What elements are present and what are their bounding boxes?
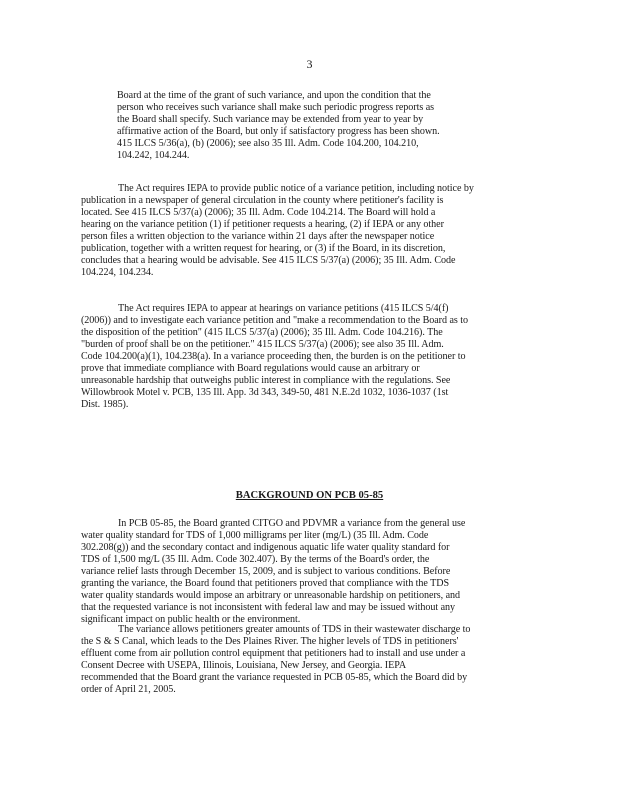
paragraph-line: the disposition of the petition" (415 ILCS 5/37(a) (2006); 35 Ill. Adm. Code 104.216). The bbox=[81, 327, 443, 338]
paragraph-line: concludes that a hearing would be advisable. See 415 ILCS 5/37(a) (2006); 35 Ill. Adm. Code bbox=[81, 255, 456, 266]
page-number: 3 bbox=[306, 57, 313, 71]
quote-line: Board at the time of the grant of such variance, and upon the condition that the bbox=[117, 90, 431, 101]
paragraph-line: located. See 415 ILCS 5/37(a) (2006); 35 Ill. Adm. Code 104.214. The Board will hold a bbox=[81, 207, 436, 218]
paragraph-line: that the requested variance is not inconsistent with federal law and may be issued without any bbox=[81, 602, 455, 613]
paragraph-line: recommended that the Board grant the variance requested in PCB 05-85, which the Board did by bbox=[81, 672, 468, 683]
paragraph-line: Consent Decree with USEPA, Illinois, Louisiana, New Jersey, and Georgia. IEPA bbox=[81, 660, 407, 671]
paragraph-line: "burden of proof shall be on the petitioner." 415 ILCS 5/37(a) (2006); see also 35 Ill. Adm. bbox=[81, 339, 444, 350]
paragraph-line: publication, together with a written request for hearing, or (3) if the Board, in its discretion, bbox=[81, 243, 446, 254]
paragraph-line: water quality standard for TDS of 1,000 milligrams per liter (mg/L) (35 Ill. Adm. Code bbox=[81, 530, 429, 541]
paragraph-line: publication in a newspaper of general circulation in the county where petitioner's facility is bbox=[81, 195, 444, 206]
quote-line: person who receives such variance shall make such periodic progress reports as bbox=[117, 102, 435, 113]
paragraph-line: In PCB 05-85, the Board granted CITGO and PDVMR a variance from the general use bbox=[118, 518, 466, 529]
paragraph-line: hearing on the variance petition (1) if petitioner requests a hearing, (2) if IEPA or any other bbox=[81, 219, 444, 230]
quote-line: 415 ILCS 5/36(a), (b) (2006); see also 35 Ill. Adm. Code 104.200, 104.210, bbox=[117, 138, 419, 149]
paragraph-line: 302.208(g)) and the secondary contact and indigenous aquatic life water quality standard for bbox=[81, 542, 450, 553]
background-paragraph bbox=[81, 518, 465, 626]
paragraph-line: effluent come from air pollution control equipment that petitioners had to install and use under a bbox=[81, 648, 466, 659]
paragraph-line: The Act requires IEPA to provide public notice of a variance petition, including notice by bbox=[118, 183, 474, 194]
statute-quote-block bbox=[117, 90, 440, 162]
paragraph-line: Dist. 1985). bbox=[81, 399, 129, 410]
section-heading: BACKGROUND ON PCB 05-85 bbox=[235, 490, 384, 501]
paragraph-line: water quality standards would impose an arbitrary or unreasonable hardship on petitioners, and bbox=[81, 590, 461, 601]
quote-line: affirmative action of the Board, but only if satisfactory progress has been shown. bbox=[117, 126, 440, 137]
public-notice-paragraph bbox=[81, 183, 474, 279]
quote-line: the Board shall specify. Such variance may be extended from year to year by bbox=[117, 114, 424, 125]
paragraph-line: (2006)) and to investigate each variance petition and "make a recommendation to the Board as to bbox=[81, 315, 469, 326]
paragraph-line: TDS of 1,500 mg/L (35 Ill. Adm. Code 302.407). By the terms of the Board's order, the bbox=[81, 554, 430, 565]
paragraph-line: variance relief lasts through December 15, 2009, and is subject to various conditions. Before bbox=[81, 566, 451, 577]
paragraph-line: The Act requires IEPA to appear at hearings on variance petitions (415 ILCS 5/4(f) bbox=[118, 303, 449, 314]
paragraph-line: granting the variance, the Board found that petitioners proved that compliance with the TDS bbox=[81, 578, 450, 589]
paragraph-line: person files a written objection to the variance within 21 days after the newspaper notice bbox=[81, 231, 435, 242]
paragraph-line: Willowbrook Motel v. PCB, 135 Ill. App. 3d 343, 349-50, 481 N.E.2d 1032, 1036-1037 (1st bbox=[81, 387, 449, 398]
paragraph-line: Code 104.200(a)(1), 104.238(a). In a variance proceeding then, the burden is on the petitioner to bbox=[81, 351, 466, 362]
paragraph-line: significant impact on public health or the environment. bbox=[81, 614, 301, 625]
quote-line: 104.242, 104.244. bbox=[117, 150, 190, 161]
paragraph-line: The variance allows petitioners greater amounts of TDS in their wastewater discharge to bbox=[118, 624, 471, 635]
hearings-paragraph bbox=[81, 303, 468, 411]
paragraph-line: 104.224, 104.234. bbox=[81, 267, 154, 278]
discharge-paragraph bbox=[81, 624, 470, 696]
paragraph-line: the S & S Canal, which leads to the Des Plaines River. The higher levels of TDS in petitioners' bbox=[81, 636, 459, 647]
paragraph-line: order of April 21, 2005. bbox=[81, 684, 176, 695]
paragraph-line: prove that immediate compliance with Board regulations would cause an arbitrary or bbox=[81, 363, 420, 374]
paragraph-line: unreasonable hardship that outweighs public interest in compliance with the regulations. See bbox=[81, 375, 451, 386]
